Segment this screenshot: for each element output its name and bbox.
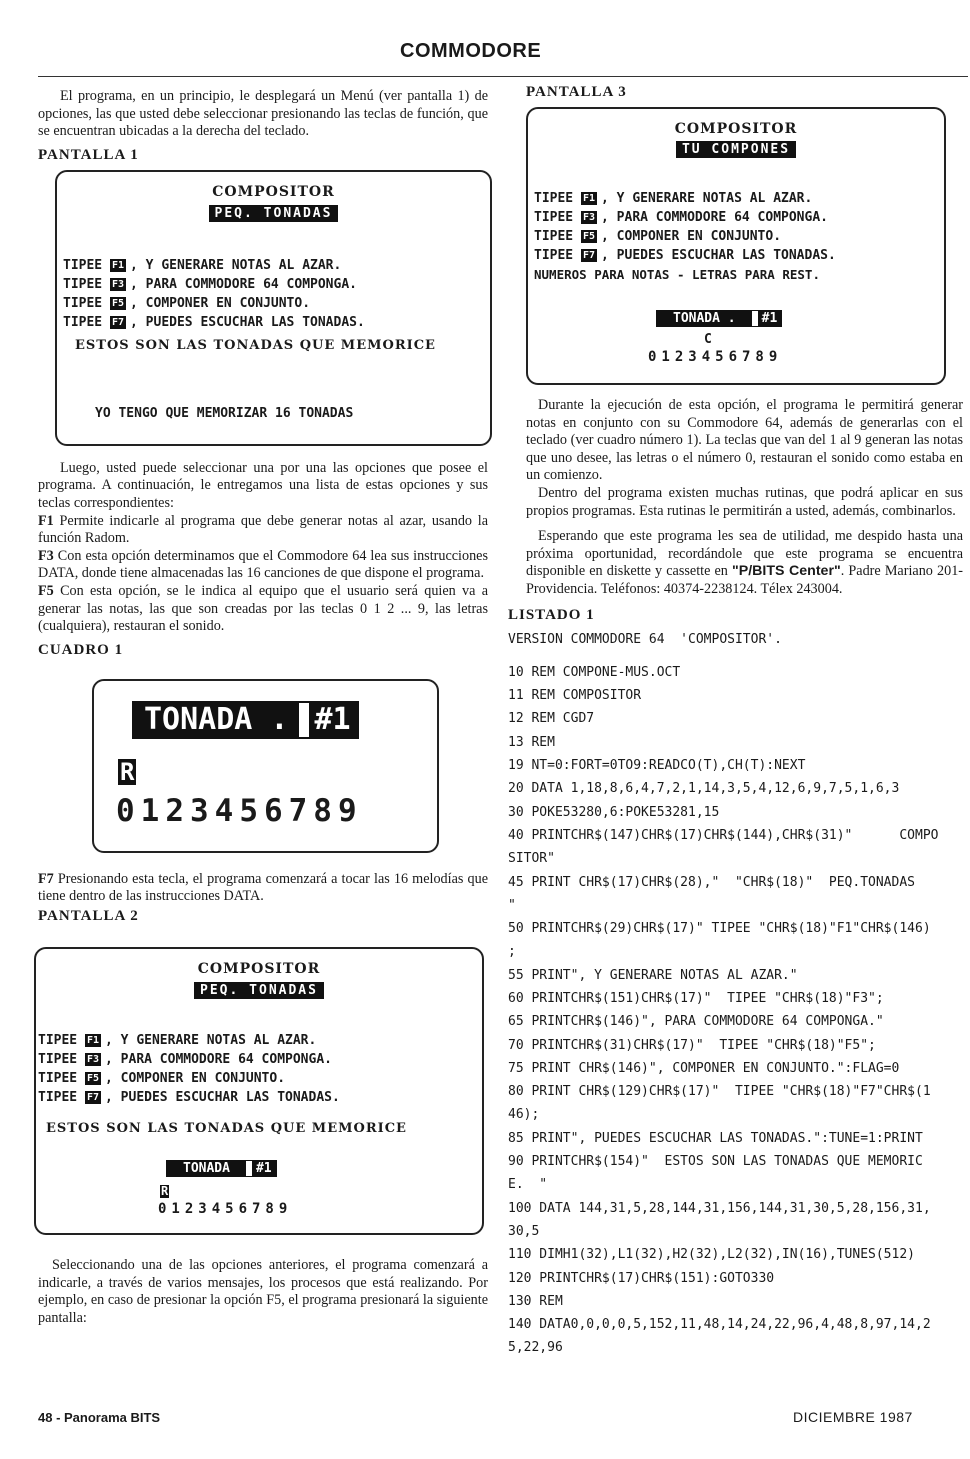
f7-key-icon: F7 bbox=[86, 1091, 100, 1103]
cuadro1-letter: R bbox=[120, 757, 135, 786]
f7-key-icon: F7 bbox=[111, 316, 125, 328]
pantalla2-menu bbox=[38, 1031, 340, 1107]
listing-line: 100 DATA 144,31,5,28,144,31,156,144,31,30,5,28,156,31, bbox=[508, 1200, 931, 1216]
menu-line: TIPEE F3 , PARA COMMODORE 64 COMPONGA. bbox=[38, 1051, 332, 1067]
page-header bbox=[0, 0, 970, 78]
menu-line: TIPEE F5 , COMPONER EN CONJUNTO. bbox=[63, 295, 311, 311]
listing-line: 130 REM bbox=[508, 1293, 563, 1309]
section-title: COMMODORE bbox=[400, 40, 542, 62]
dentro-paragraph: Dentro del programa existen muchas rutinas, que podrá aplicar en sus propios programas. Esta rutinas le permitirán a usted, además, combinarlos. bbox=[526, 484, 963, 519]
pantalla2-title: COMPOSITOR bbox=[197, 960, 321, 977]
left-column bbox=[38, 88, 488, 1327]
code-listing bbox=[508, 661, 963, 1360]
listing-line: 55 PRINT", Y GENERARE NOTAS AL AZAR." bbox=[508, 967, 798, 983]
header-rule bbox=[38, 76, 968, 77]
durante-paragraph: Durante la ejecución de esta opción, el programa le permitirá generar notas en conjunto con su Commodore 64, además de generarlas con el teclado (ver cuadro número 1). La teclas que van del 1 al 9 generan las notas que uno desee, las letras o el número 0, restauran el sonido como estaba en un comienzo. bbox=[526, 397, 963, 484]
pantalla1-footer-line: YO TENGO QUE MEMORIZAR 16 TONADAS bbox=[95, 405, 354, 421]
pantalla2-subtitle: PEQ. TONADAS bbox=[194, 982, 324, 999]
seleccionando-paragraph: Seleccionando una de las opciones anteriores, el programa comenzará a indicarle, a través de varios mensajes, los procesos que está realizando. Por ejemplo, en caso de presionar la opción F5, el programa presionará la siguiente pantalla: bbox=[38, 1256, 488, 1326]
listing-line: 90 PRINTCHR$(154)" ESTOS SON LAS TONADAS QUE MEMORIC bbox=[508, 1154, 923, 1170]
listing-line: 120 PRINTCHR$(17)CHR$(151):GOTO330 bbox=[508, 1270, 775, 1286]
pantalla3-tonada: TONADA . #1 bbox=[656, 309, 782, 327]
listing-line: 85 PRINT", PUEDES ESCUCHAR LAS TONADAS.":TUNE=1:PRINT bbox=[508, 1130, 923, 1146]
pantalla3-title: COMPOSITOR bbox=[674, 121, 798, 137]
pantalla3-menu bbox=[534, 189, 836, 284]
menu-line: TIPEE F3 , PARA COMMODORE 64 COMPONGA. bbox=[534, 210, 828, 225]
listing-line: 19 NT=0:FORT=0TO9:READCO(T),CH(T):NEXT bbox=[508, 758, 806, 774]
f3-key-icon: F3 bbox=[86, 1053, 100, 1065]
pantalla1-screen bbox=[55, 170, 492, 446]
pantalla1-subtitle: PEQ. TONADAS bbox=[209, 205, 339, 222]
listing-line: " bbox=[508, 897, 516, 913]
page-number: 48 - Panorama BITS bbox=[38, 1410, 161, 1425]
numbers-line: NUMEROS PARA NOTAS - LETRAS PARA REST. bbox=[534, 267, 820, 282]
menu-line: TIPEE F1 , Y GENERARE NOTAS AL AZAR. bbox=[534, 191, 813, 206]
listing-line: 110 DIMH1(32),L1(32),H2(32),L2(32),IN(16),TUNES(512) bbox=[508, 1247, 915, 1263]
listing-line: 50 PRINTCHR$(29)CHR$(17)" TIPEE "CHR$(18)"F1"CHR$(146) bbox=[508, 921, 931, 937]
listing-line: 12 REM CGD7 bbox=[508, 711, 595, 727]
pantalla3-subtitle: TU COMPONES bbox=[676, 141, 796, 158]
menu-line: TIPEE F5 , COMPONER EN CONJUNTO. bbox=[534, 229, 782, 244]
listing-line: 30,5 bbox=[508, 1223, 540, 1239]
listing-line: 75 PRINT CHR$(146)", COMPONER EN CONJUNTO.":FLAG=0 bbox=[508, 1060, 900, 1076]
listing-line: 70 PRINTCHR$(31)CHR$(17)" TIPEE "CHR$(18)"F5"; bbox=[508, 1037, 876, 1053]
listing-line: 40 PRINTCHR$(147)CHR$(17)CHR$(144),CHR$(31)" COMPO bbox=[508, 827, 939, 843]
f1-key-icon: F1 bbox=[86, 1034, 100, 1046]
listing-line: 45 PRINT CHR$(17)CHR$(28)," "CHR$(18)" PEQ.TONADAS bbox=[508, 874, 915, 890]
luego-paragraph: Luego, usted puede seleccionar una por una las opciones que posee el programa. A continuación, le entregamos una lista de estas opciones y sus teclas correspondientes: bbox=[38, 459, 488, 511]
menu-line: TIPEE F7 , PUEDES ESCUCHAR LAS TONADAS. bbox=[63, 314, 365, 330]
f5-key-icon: F5 bbox=[582, 231, 596, 242]
f5-key-icon: F5 bbox=[111, 297, 125, 309]
option-f7: F7 Presionando esta tecla, el programa comenzará a tocar las 16 melodías que tiene dentro de las instrucciones DATA. bbox=[38, 870, 489, 905]
pantalla3-letter: C bbox=[704, 332, 712, 347]
f3-key-icon: F3 bbox=[111, 278, 125, 290]
pantalla2-heading: PANTALLA 2 bbox=[38, 907, 139, 924]
listing-line: 5,22,96 bbox=[508, 1340, 563, 1356]
listing-line: 11 REM COMPOSITOR bbox=[508, 688, 642, 704]
f7-key-icon: F7 bbox=[582, 250, 596, 261]
pantalla2-tonada: TONADA #1 bbox=[166, 1159, 277, 1177]
listado-version: VERSION COMMODORE 64 'COMPOSITOR'. bbox=[508, 631, 782, 647]
pantalla3-heading: PANTALLA 3 bbox=[526, 84, 627, 100]
pantalla1-title: COMPOSITOR bbox=[212, 183, 335, 200]
pantalla1-heading: PANTALLA 1 bbox=[38, 146, 139, 163]
menu-line: TIPEE F1 , Y GENERARE NOTAS AL AZAR. bbox=[63, 257, 342, 273]
listing-line: SITOR" bbox=[508, 851, 555, 867]
f1-key-icon: F1 bbox=[582, 193, 596, 204]
f1-key-icon: F1 bbox=[111, 259, 125, 271]
esperando-paragraph: Esperando que este programa les sea de utilidad, me despido hasta una próxima oportunidad, recordándole que este programa se encuentra disponible en diskette y cassette en "P/BITS Center". Padre Mariano 201- Providencia. Teléfonos: 40374-2238124. Télex 243004. bbox=[526, 528, 964, 597]
cuadro1-digits: 0123456789 bbox=[116, 792, 363, 829]
option-f1: F1 Permite indicarle al programa que debe generar notas al azar, usando la función Radom. bbox=[38, 512, 488, 547]
listing-line: 80 PRINT CHR$(129)CHR$(17)" TIPEE "CHR$(18)"F7"CHR$(1 bbox=[508, 1084, 931, 1100]
menu-line: TIPEE F3 , PARA COMMODORE 64 COMPONGA. bbox=[63, 276, 357, 292]
menu-line: TIPEE F7 , PUEDES ESCUCHAR LAS TONADAS. bbox=[38, 1089, 340, 1105]
option-f5: F5 Con esta opción, se le indica al equipo que el usuario será quien va a generar las notas, las que son creadas por las teclas 0 1 2 ... 9, las letras (cualquiera), restauran el sonido. bbox=[38, 582, 489, 635]
listing-line: 13 REM bbox=[508, 734, 555, 750]
pantalla2-memorice: ESTOS SON LAS TONADAS QUE MEMORICE bbox=[46, 1120, 407, 1136]
listing-line: 46); bbox=[508, 1107, 540, 1123]
listing-line: ; bbox=[508, 944, 516, 960]
pantalla2-screen bbox=[34, 947, 484, 1235]
pantalla3-screen bbox=[526, 107, 946, 385]
cuadro1-tonada: TONADA . #1 bbox=[132, 701, 359, 739]
listing-line: 20 DATA 1,18,8,6,4,7,2,1,14,3,5,4,12,6,9,7,5,1,6,3 bbox=[508, 781, 900, 797]
listing-line: 65 PRINTCHR$(146)", PARA COMMODORE 64 COMPONGA." bbox=[508, 1014, 884, 1030]
pantalla1-menu bbox=[63, 256, 365, 332]
listing-line: 60 PRINTCHR$(151)CHR$(17)" TIPEE "CHR$(18)"F3"; bbox=[508, 990, 884, 1006]
pantalla2-digits: 0123456789 bbox=[158, 1200, 293, 1217]
pantalla3-digits: 0123456789 bbox=[648, 349, 783, 365]
f3-key-icon: F3 bbox=[582, 212, 596, 223]
listado-heading: LISTADO 1 bbox=[508, 606, 595, 623]
cuadro1-screen bbox=[92, 679, 439, 853]
right-column bbox=[508, 84, 963, 1360]
pantalla2-letter: R bbox=[161, 1183, 169, 1198]
menu-line: TIPEE F7 , PUEDES ESCUCHAR LAS TONADAS. bbox=[534, 248, 836, 263]
listing-line: 30 POKE53280,6:POKE53281,15 bbox=[508, 804, 720, 820]
listing-line: 140 DATA0,0,0,0,5,152,11,48,14,24,22,96,4,48,8,97,14,2 bbox=[508, 1317, 931, 1333]
listing-line: E. " bbox=[508, 1177, 548, 1193]
f5-key-icon: F5 bbox=[86, 1072, 100, 1084]
issue-date: DICIEMBRE 1987 bbox=[793, 1409, 913, 1425]
menu-line: TIPEE F1 , Y GENERARE NOTAS AL AZAR. bbox=[38, 1032, 317, 1048]
option-f3: F3 Con esta opción determinamos que el Commodore 64 lea sus instrucciones DATA, donde tiene almacenadas las 16 canciones de que dispone el programa. bbox=[38, 547, 488, 582]
listing-line: 10 REM COMPONE-MUS.OCT bbox=[508, 664, 681, 680]
cuadro1-heading: CUADRO 1 bbox=[38, 641, 124, 658]
intro-paragraph: El programa, en un principio, le desplegará un Menú (ver pantalla 1) de opciones, las que usted debe seleccionar presionando las teclas de función, que se encuentran ubicadas a la derecha del teclado. bbox=[38, 88, 488, 140]
menu-line: TIPEE F5 , COMPONER EN CONJUNTO. bbox=[38, 1070, 286, 1086]
pantalla1-memorice: ESTOS SON LAS TONADAS QUE MEMORICE bbox=[75, 337, 436, 353]
